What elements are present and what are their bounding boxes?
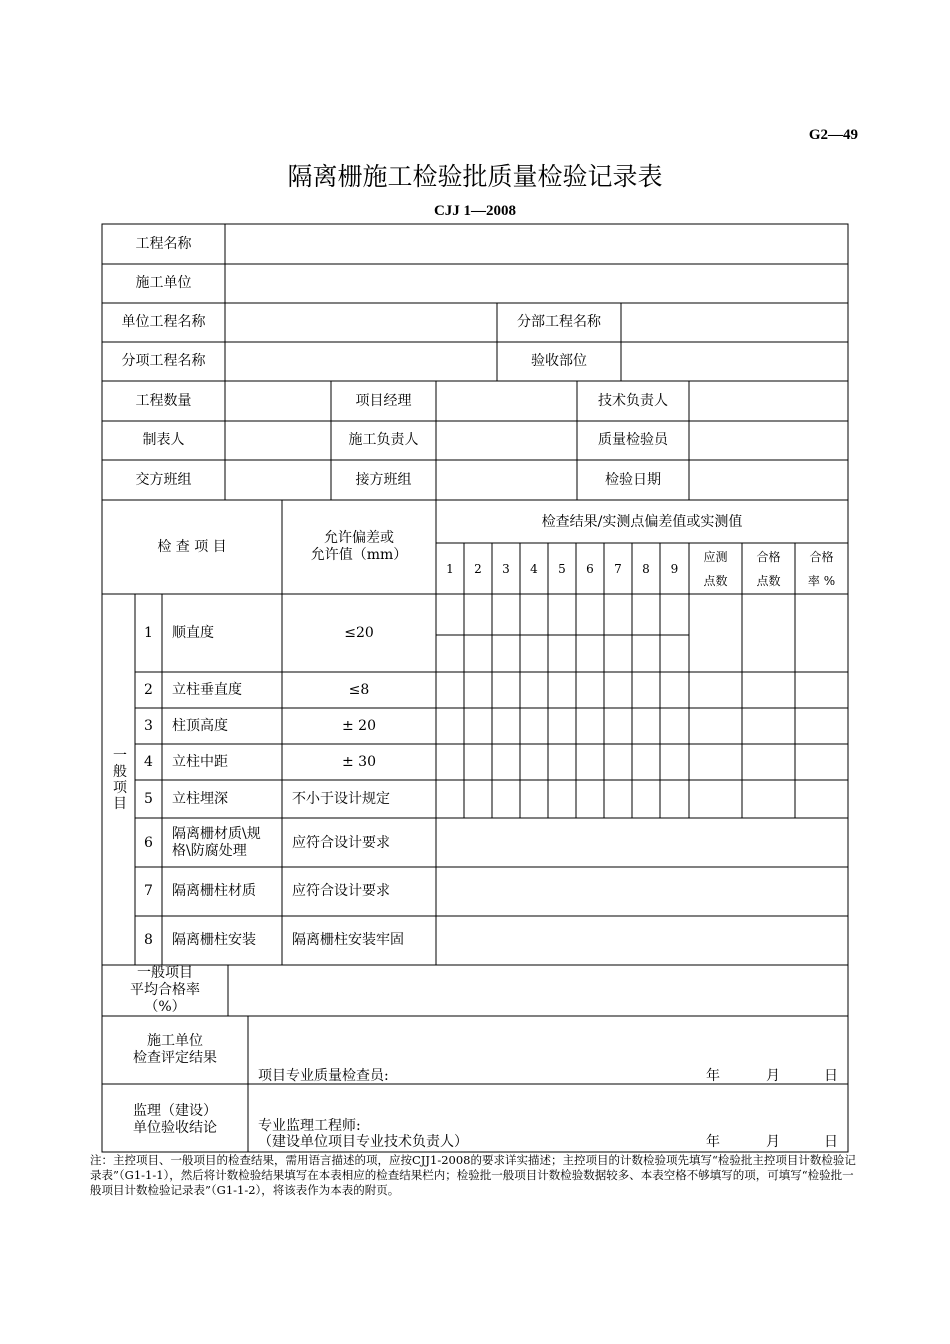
- supervision-result-label-line2: 单位验收结论: [133, 1120, 217, 1136]
- item-tolerance: 应符合设计要求: [292, 883, 390, 899]
- point-header: 1: [446, 562, 454, 576]
- date-year: 年: [706, 1068, 720, 1084]
- construction-leader-label: 施工负责人: [348, 432, 419, 448]
- construction-result-label-line1: 施工单位: [147, 1033, 203, 1049]
- point-header: 5: [558, 562, 566, 576]
- project-manager-label: 项目经理: [355, 393, 412, 409]
- results-header: 检查结果/实测点偏差值或实测值: [541, 514, 743, 530]
- tolerance-header-line1: 允许偏差或: [324, 530, 394, 546]
- point-header: 8: [642, 562, 650, 576]
- item-no: 5: [144, 791, 153, 807]
- item-name: 隔离栅柱安装: [172, 932, 256, 948]
- division-project-label: 分部工程名称: [517, 314, 601, 330]
- item-name: 立柱中距: [172, 754, 228, 770]
- date-month: 月: [766, 1068, 780, 1084]
- tech-leader-label: 技术负责人: [598, 393, 668, 409]
- point-header: 3: [502, 562, 510, 576]
- quantity-label: 工程数量: [135, 393, 192, 409]
- quality-inspector-label: 质量检验员: [598, 432, 668, 448]
- item-tolerance: ± 30: [342, 754, 376, 770]
- point-header: 2: [474, 562, 482, 576]
- item-name: 立柱埋深: [172, 791, 228, 807]
- item-name-line1: 隔离栅材质\规: [172, 826, 261, 842]
- item-name: 顺直度: [172, 625, 214, 641]
- qualified-count-header-line2: 点数: [756, 574, 781, 588]
- item-tolerance: ≤20: [344, 625, 374, 641]
- date-year: 年: [706, 1134, 720, 1150]
- item-tolerance: ± 20: [342, 718, 376, 734]
- item-no: 2: [144, 682, 153, 698]
- construction-result-label-line2: 检查评定结果: [133, 1050, 217, 1066]
- footnote: 注：主控项目、一般项目的检查结果，需用语言描述的项，应按CJJ1-2008的要求详实描述；主控项目的计数检验项先填写“检验批主控项目计数检验记录表”（G1-1-1），然后将计数检验结果填写在本表相应的检查结果栏内；检验批一般项目计数检验数据较多、本表空格不够填写的项，可填写“检验批一般项目计数检验记录表”（G1-1-2），将该表作为本表的附页。: [90, 1153, 856, 1197]
- acceptance-part-label: 验收部位: [531, 353, 587, 369]
- supervision-result-label-line1: 监理（建设）: [133, 1103, 217, 1119]
- date-day: 日: [824, 1134, 838, 1150]
- construction-unit-label: 施工单位: [135, 275, 192, 291]
- supervisor-signature: 专业监理工程师:: [258, 1118, 361, 1134]
- item-no: 4: [144, 754, 153, 770]
- should-count-header-line2: 点数: [703, 574, 728, 588]
- avg-rate-label-line1: 一般项目: [137, 965, 193, 981]
- point-header: 4: [530, 562, 538, 576]
- should-count-header-line1: 应测: [703, 550, 728, 564]
- item-no: 1: [144, 625, 153, 641]
- point-header: 6: [586, 562, 594, 576]
- item-tolerance: 不小于设计规定: [292, 791, 390, 807]
- avg-rate-label-line3: （%）: [144, 999, 186, 1015]
- standard-code: CJJ 1—2008: [433, 203, 517, 219]
- item-no: 6: [144, 835, 153, 851]
- item-tolerance: 隔离栅柱安装牢固: [292, 932, 404, 948]
- check-item-header: 检 查 项 目: [157, 539, 227, 555]
- qualified-count-header-line1: 合格: [756, 550, 781, 564]
- item-name: 隔离栅柱材质: [172, 883, 256, 899]
- date-day: 日: [824, 1068, 838, 1084]
- item-no: 7: [144, 883, 153, 899]
- item-name: 柱顶高度: [172, 718, 228, 734]
- date-month: 月: [766, 1134, 780, 1150]
- item-no: 3: [144, 718, 153, 734]
- owner-tech-leader-signature: （建设单位项目专业技术负责人）: [258, 1134, 468, 1150]
- item-tolerance: ≤8: [348, 682, 370, 698]
- tolerance-header-line2: 允许值（mm）: [310, 547, 408, 563]
- project-name-label: 工程名称: [135, 236, 192, 252]
- receiver-team-label: 接方班组: [355, 472, 412, 488]
- quality-inspector-signature: 项目专业质量检查员:: [258, 1068, 389, 1084]
- handover-team-label: 交方班组: [135, 472, 192, 488]
- qualified-rate-header-line1: 合格: [809, 550, 834, 564]
- item-name-line2: 格\防腐处理: [172, 843, 247, 859]
- general-items-label: 一般项目: [113, 748, 127, 812]
- unit-project-label: 单位工程名称: [121, 314, 206, 330]
- item-no: 8: [144, 932, 153, 948]
- inspection-date-label: 检验日期: [605, 472, 661, 488]
- qualified-rate-header-line2: 率 %: [807, 574, 836, 588]
- preparer-label: 制表人: [142, 432, 185, 448]
- point-header: 9: [670, 562, 679, 576]
- subitem-project-label: 分项工程名称: [121, 353, 206, 369]
- page-title: 隔离栅施工检验批质量检验记录表: [287, 162, 663, 191]
- point-header: 7: [614, 562, 622, 576]
- form-code: G2—49: [808, 127, 858, 143]
- item-tolerance: 应符合设计要求: [292, 835, 390, 851]
- item-name: 立柱垂直度: [172, 682, 242, 698]
- avg-rate-label-line2: 平均合格率: [130, 982, 200, 998]
